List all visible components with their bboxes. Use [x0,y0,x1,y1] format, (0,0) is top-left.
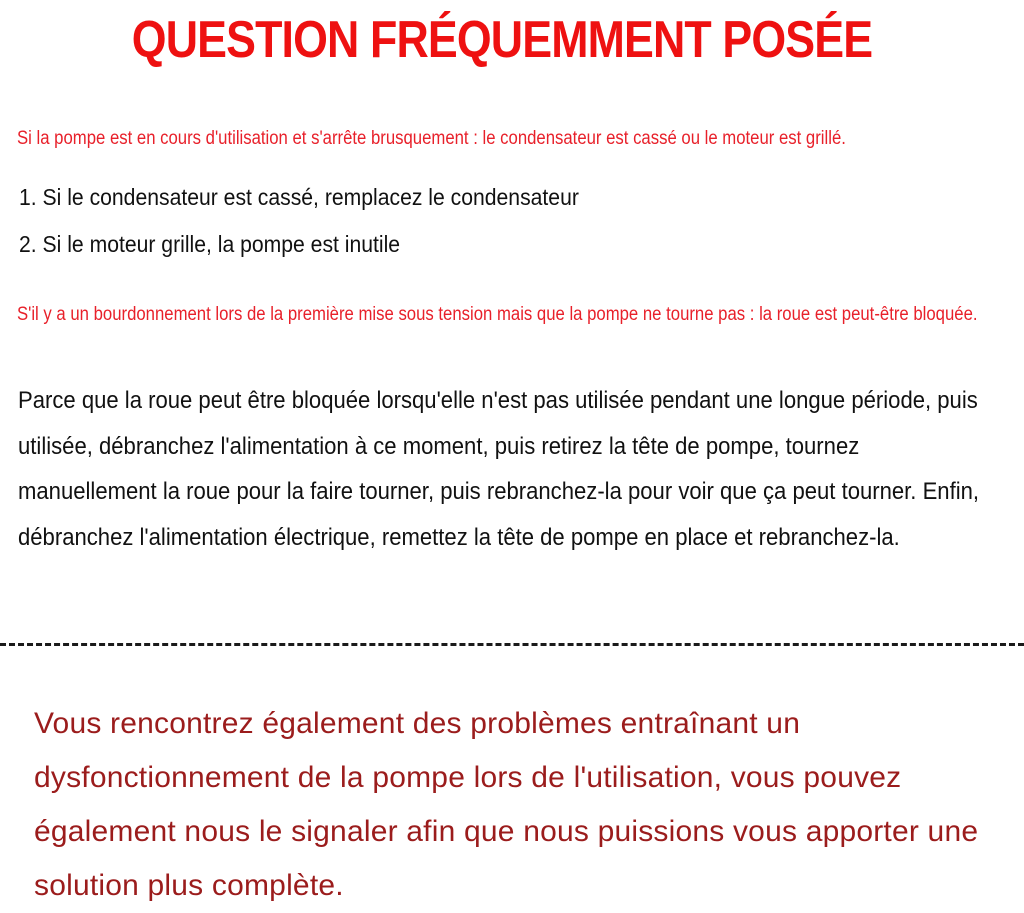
faq-step-1: 1. Si le condensateur est cassé, remplacez le condensateur [19,184,579,210]
faq-question-humming: S'il y a un bourdonnement lors de la première mise sous tension mais que la pompe ne tourne pas : la roue est peut-être bloquée. [17,304,978,325]
dashed-divider [0,643,1024,646]
faq-answer-steps [19,174,847,268]
faq-answer-impeller: Parce que la roue peut être bloquée lorsqu'elle n'est pas utilisée pendant une longue période, puis utilisée, débranchez l'alimentation à ce moment, puis retirez la tête de pompe, tournez manuellement la roue pour la faire tourner, puis rebranchez-la pour voir que ça peut tourner. Enfin, débranchez l'alimentation électrique, remettez la tête de pompe en place et rebranchez-la. [18,387,980,551]
faq-question-capacitor: Si la pompe est en cours d'utilisation et s'arrête brusquement : le condensateur est cassé ou le moteur est grillé. [17,128,846,149]
page-title: QUESTION FRÉQUEMMENT POSÉE [131,11,873,69]
faq-step-2: 2. Si le moteur grille, la pompe est inutile [19,231,401,257]
contact-note: Vous rencontrez également des problèmes entraînant un dysfonctionnement de la pompe lors de l'utilisation, vous pouvez également nous le signaler afin que nous puissions vous apporter une solution plus complète. [34,707,979,902]
